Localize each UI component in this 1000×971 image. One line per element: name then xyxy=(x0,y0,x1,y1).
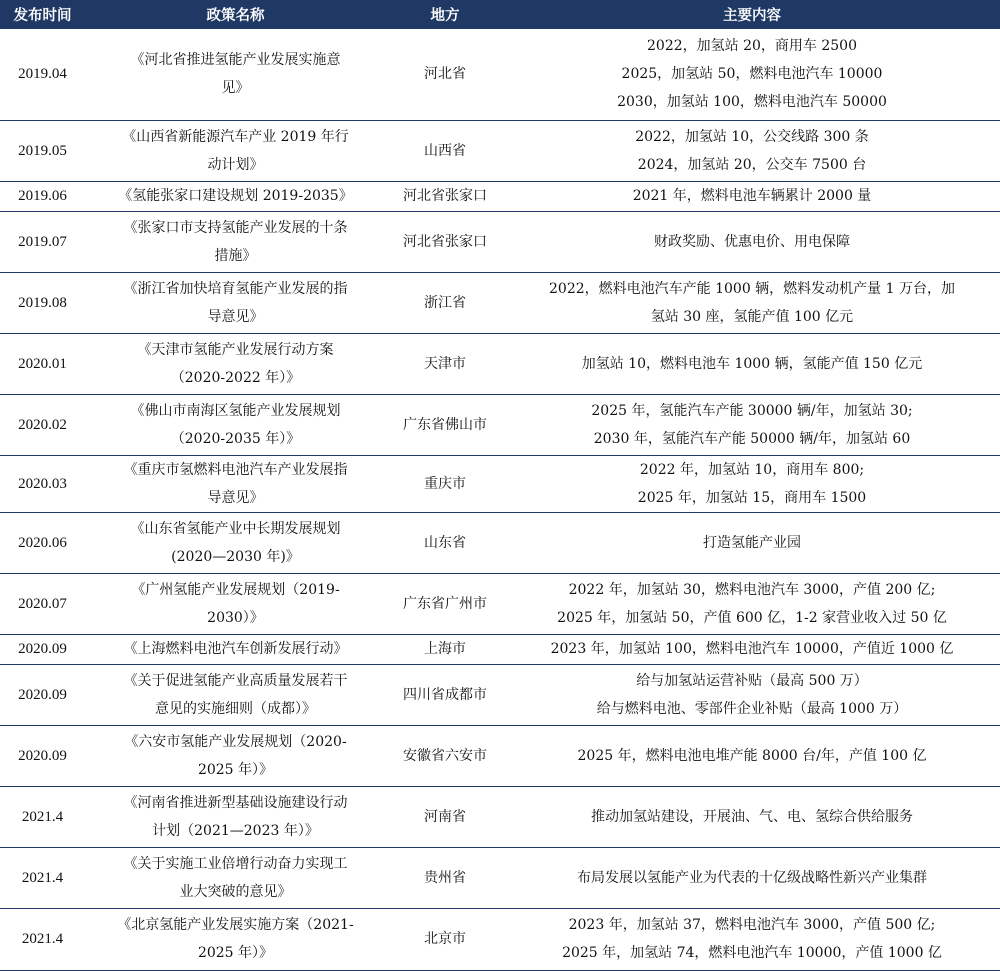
cell-main-content xyxy=(504,786,1000,847)
cell-region: 河北省张家口 xyxy=(386,181,504,211)
policy-name-line: 《关于实施工业倍增行动奋力实现工 xyxy=(123,855,348,872)
table-row xyxy=(0,455,1000,512)
cell-policy-name xyxy=(85,725,386,786)
policy-name-line: 导意见》 xyxy=(207,308,264,325)
cell-main-content xyxy=(504,664,1000,725)
cell-main-content xyxy=(504,634,1000,664)
policy-name-line: 意见的实施细则（成都）》 xyxy=(155,700,316,717)
content-line: 2022 年，加氢站 30，燃料电池汽车 3000，产值 200 亿; xyxy=(568,581,936,598)
policy-name-line: 《河北省推进氢能产业发展实施意 xyxy=(130,52,341,69)
policy-name-line: 《上海燃料电池汽车创新发展行动》 xyxy=(123,641,348,657)
content-line: 加氢站 10，燃料电池车 1000 辆，氢能产值 150 亿元 xyxy=(581,355,923,372)
content-line: 财政奖励、优惠电价、用电保障 xyxy=(654,233,850,250)
cell-main-content xyxy=(504,333,1000,394)
cell-date: 2021.4 xyxy=(0,908,85,970)
content-line: 推动加氢站建设，开展油、气、电、氢综合供给服务 xyxy=(591,808,913,825)
header-row xyxy=(0,0,1000,29)
content-line: 2030，加氢站 100，燃料电池汽车 50000 xyxy=(617,94,887,111)
cell-date: 2021.4 xyxy=(0,847,85,908)
header-main-content: 主要内容 xyxy=(504,0,1000,29)
content-line: 2022，燃料电池汽车产能 1000 辆，燃料发动机产量 1 万台，加 xyxy=(549,280,955,297)
table-row xyxy=(0,512,1000,573)
policy-name-line: （2020-2022 年）》 xyxy=(170,369,301,386)
content-line: 2025，加氢站 50，燃料电池汽车 10000 xyxy=(621,66,883,83)
cell-main-content xyxy=(504,847,1000,908)
policy-name-line: 计划（2021—2023 年）》 xyxy=(152,822,319,839)
content-line: 打造氢能产业园 xyxy=(703,534,801,551)
content-line: 2023 年，加氢站 37，燃料电池汽车 3000，产值 500 亿; xyxy=(568,917,936,933)
policy-name-line: 2030）》 xyxy=(207,609,264,626)
policy-name-line: 动计划》 xyxy=(207,156,264,173)
policy-name-line: 《广州氢能产业发展规划（2019- xyxy=(131,581,340,598)
content-line: 2024，加氢站 20，公交车 7500 台 xyxy=(637,156,867,173)
content-line: 2030 年，氢能汽车产能 50000 辆/年，加氢站 60 xyxy=(593,430,911,447)
cell-region: 山东省 xyxy=(386,512,504,573)
cell-policy-name xyxy=(85,512,386,573)
cell-date: 2020.02 xyxy=(0,394,85,455)
cell-main-content xyxy=(504,394,1000,455)
header-policy-name: 政策名称 xyxy=(85,0,386,29)
cell-date: 2019.07 xyxy=(0,211,85,272)
policy-name-line: 《天津市氢能产业发展行动方案 xyxy=(137,341,334,358)
cell-date: 2021.4 xyxy=(0,786,85,847)
content-line: 2021 年，燃料电池车辆累计 2000 量 xyxy=(632,188,872,204)
cell-region: 河北省张家口 xyxy=(386,211,504,272)
cell-region: 重庆市 xyxy=(386,455,504,512)
table-row xyxy=(0,181,1000,211)
table-row xyxy=(0,908,1000,970)
cell-region: 天津市 xyxy=(386,333,504,394)
cell-date: 2020.01 xyxy=(0,333,85,394)
policy-name-line: 《佛山市南海区氢能产业发展规划 xyxy=(130,402,341,419)
table-row xyxy=(0,211,1000,272)
content-line: 2022，加氢站 10，公交线路 300 条 xyxy=(635,128,869,145)
policy-name-line: 措施》 xyxy=(214,247,257,264)
cell-region: 北京市 xyxy=(386,908,504,970)
cell-region: 广东省广州市 xyxy=(386,573,504,634)
cell-main-content xyxy=(504,29,1000,120)
policy-name-line: 导意见》 xyxy=(207,489,264,506)
policy-name-line: 《六安市氢能产业发展规划（2020- xyxy=(124,733,347,750)
header-date: 发布时间 xyxy=(0,0,85,29)
table-body xyxy=(0,29,1000,970)
content-line: 氢站 30 座，氢能产值 100 亿元 xyxy=(650,308,854,325)
policy-name-line: 2025 年）》 xyxy=(197,945,274,961)
policy-name-line: 《北京氢能产业发展实施方案（2021- xyxy=(117,917,354,933)
table-row xyxy=(0,786,1000,847)
cell-region: 上海市 xyxy=(386,634,504,664)
cell-region: 安徽省六安市 xyxy=(386,725,504,786)
cell-region: 浙江省 xyxy=(386,272,504,333)
table-row xyxy=(0,29,1000,120)
content-line: 2025 年，加氢站 74，燃料电池汽车 10000，产值 1000 亿 xyxy=(562,945,942,961)
policy-name-line: 《河南省推进新型基础设施建设行动 xyxy=(123,794,348,811)
header-region: 地方 xyxy=(386,0,504,29)
cell-policy-name xyxy=(85,455,386,512)
cell-main-content xyxy=(504,725,1000,786)
cell-policy-name xyxy=(85,272,386,333)
cell-date: 2020.09 xyxy=(0,634,85,664)
cell-region: 广东省佛山市 xyxy=(386,394,504,455)
content-line: 给与加氢站运营补贴（最高 500 万） xyxy=(636,672,868,689)
table-row xyxy=(0,573,1000,634)
policy-name-line: 《氢能张家口建设规划 2019-2035》 xyxy=(118,188,353,204)
policy-name-line: 《山西省新能源汽车产业 2019 年行 xyxy=(122,128,349,145)
cell-region: 贵州省 xyxy=(386,847,504,908)
table-row xyxy=(0,634,1000,664)
cell-policy-name xyxy=(85,333,386,394)
content-line: 给与燃料电池、零部件企业补贴（最高 1000 万） xyxy=(596,700,908,717)
cell-policy-name xyxy=(85,908,386,970)
content-line: 2025 年，燃料电池电堆产能 8000 台/年，产值 100 亿 xyxy=(577,747,927,764)
content-line: 2025 年，氢能汽车产能 30000 辆/年，加氢站 30; xyxy=(591,402,913,419)
table-row xyxy=(0,725,1000,786)
policy-name-line: 《关于促进氢能产业高质量发展若干 xyxy=(123,672,348,689)
cell-region: 山西省 xyxy=(386,120,504,181)
cell-main-content xyxy=(504,120,1000,181)
table-row xyxy=(0,394,1000,455)
cell-main-content xyxy=(504,455,1000,512)
cell-date: 2020.07 xyxy=(0,573,85,634)
policy-name-line: （2020-2035 年）》 xyxy=(170,430,301,447)
cell-policy-name xyxy=(85,786,386,847)
cell-policy-name xyxy=(85,847,386,908)
table-row xyxy=(0,664,1000,725)
cell-main-content xyxy=(504,573,1000,634)
cell-main-content xyxy=(504,908,1000,970)
policy-name-line: 见》 xyxy=(221,80,250,97)
policy-name-line: 2025 年）》 xyxy=(197,761,274,778)
cell-policy-name xyxy=(85,29,386,120)
content-line: 2023 年，加氢站 100，燃料电池汽车 10000，产值近 1000 亿 xyxy=(550,641,954,657)
table-row xyxy=(0,333,1000,394)
content-line: 布局发展以氢能产业为代表的十亿级战略性新兴产业集群 xyxy=(577,869,927,886)
cell-date: 2019.06 xyxy=(0,181,85,211)
content-line: 2022，加氢站 20，商用车 2500 xyxy=(647,38,857,55)
table-row xyxy=(0,847,1000,908)
cell-date: 2020.06 xyxy=(0,512,85,573)
cell-date: 2020.03 xyxy=(0,455,85,512)
cell-main-content xyxy=(504,211,1000,272)
cell-region: 河北省 xyxy=(386,29,504,120)
cell-policy-name xyxy=(85,394,386,455)
cell-policy-name xyxy=(85,634,386,664)
cell-policy-name xyxy=(85,664,386,725)
cell-region: 河南省 xyxy=(386,786,504,847)
policy-name-line: 《浙江省加快培育氢能产业发展的指 xyxy=(123,280,348,297)
cell-policy-name xyxy=(85,573,386,634)
cell-policy-name xyxy=(85,181,386,211)
cell-date: 2019.04 xyxy=(0,29,85,120)
cell-main-content xyxy=(504,512,1000,573)
policy-name-line: 《山东省氢能产业中长期发展规划 xyxy=(130,520,341,537)
cell-main-content xyxy=(504,272,1000,333)
cell-policy-name xyxy=(85,211,386,272)
content-line: 2025 年，加氢站 50，产值 600 亿，1-2 家营业收入过 50 亿 xyxy=(557,609,947,626)
content-line: 2025 年，加氢站 15，商用车 1500 xyxy=(637,489,867,506)
cell-region: 四川省成都市 xyxy=(386,664,504,725)
policy-name-line: (2020—2030 年)》 xyxy=(171,548,300,565)
policy-name-line: 《张家口市支持氢能产业发展的十条 xyxy=(123,219,348,236)
table-row xyxy=(0,120,1000,181)
cell-date: 2020.09 xyxy=(0,664,85,725)
content-line: 2022 年，加氢站 10，商用车 800; xyxy=(639,461,865,478)
table-row xyxy=(0,272,1000,333)
cell-date: 2019.05 xyxy=(0,120,85,181)
cell-policy-name xyxy=(85,120,386,181)
policy-name-line: 《重庆市氢燃料电池汽车产业发展指 xyxy=(123,461,348,478)
cell-main-content xyxy=(504,181,1000,211)
cell-date: 2020.09 xyxy=(0,725,85,786)
policy-name-line: 业大突破的意见》 xyxy=(179,883,292,900)
cell-date: 2019.08 xyxy=(0,272,85,333)
